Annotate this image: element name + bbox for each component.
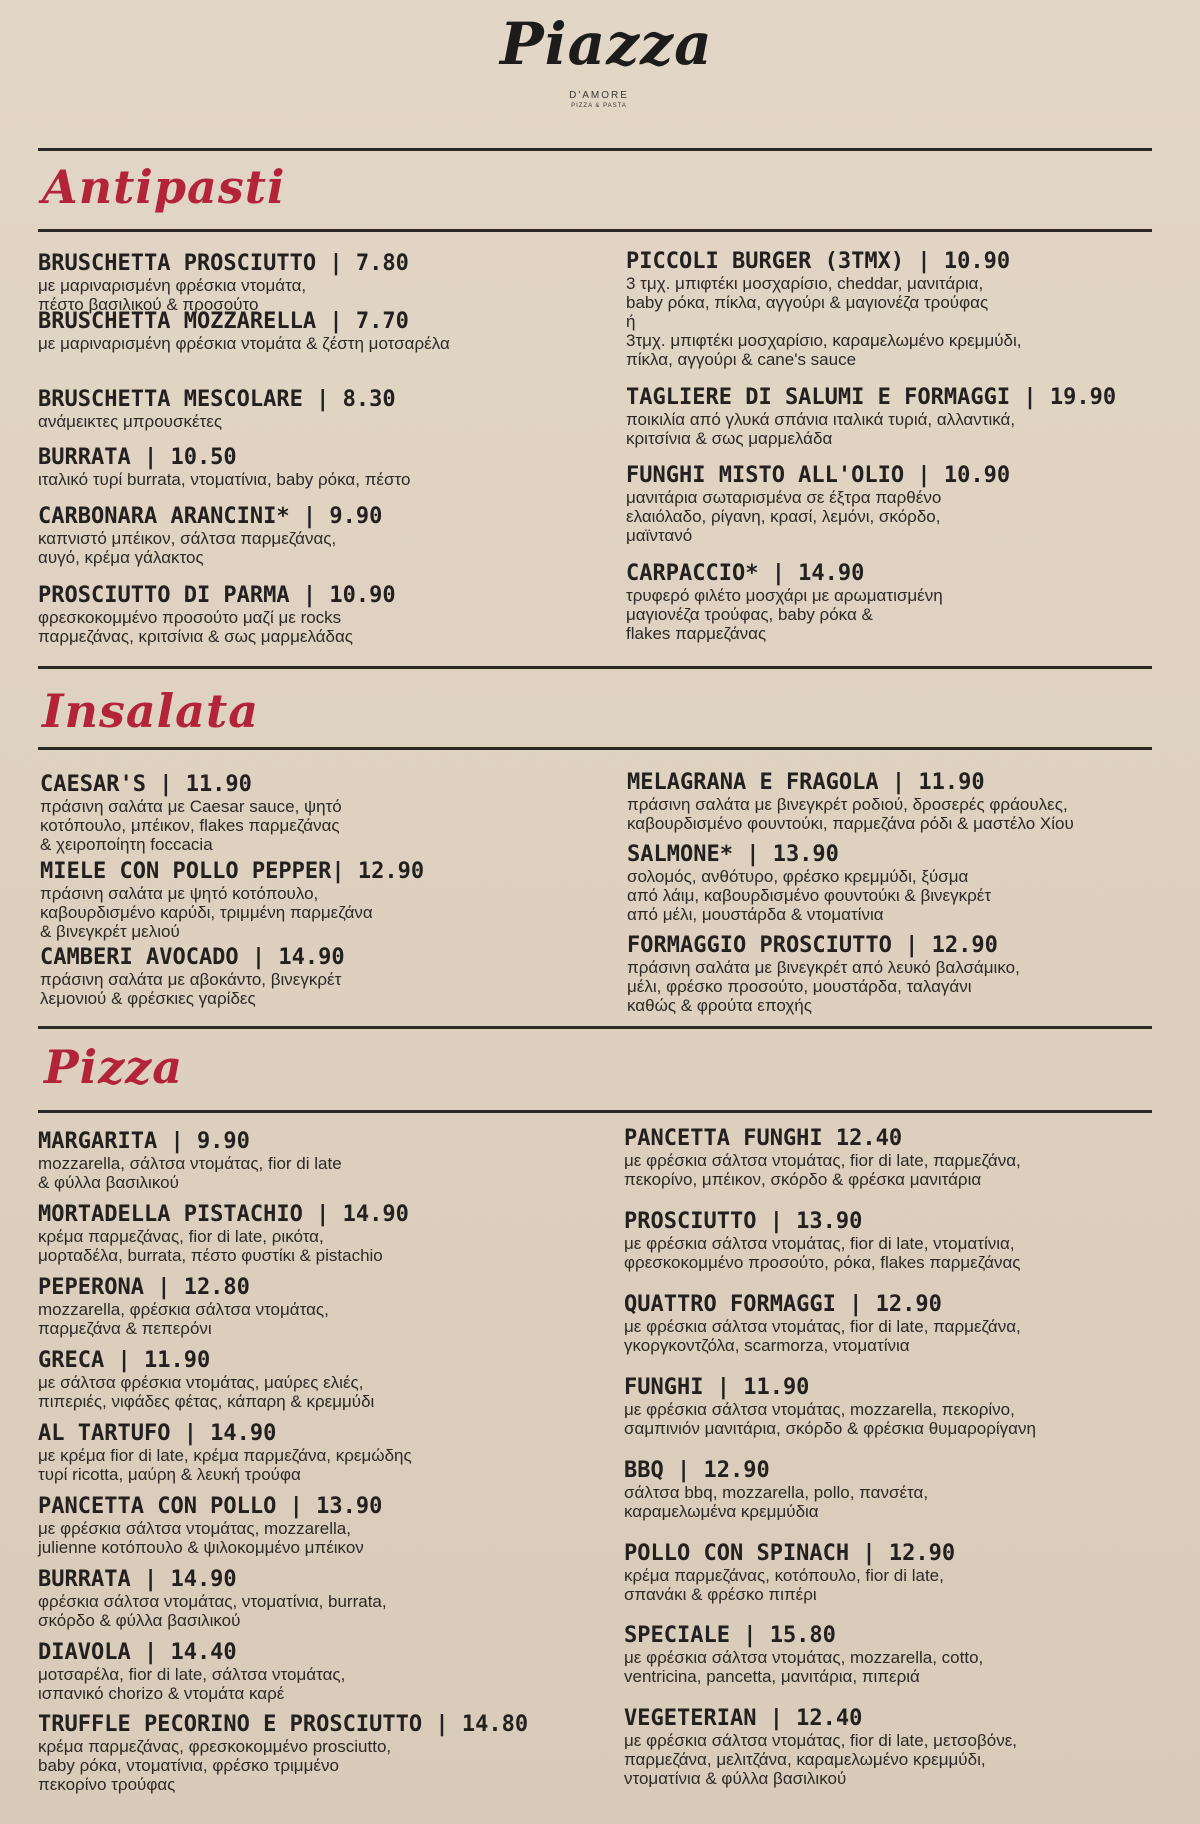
menu-item-title: BURRATA | 14.90 [38, 1567, 237, 1592]
divider-insalata [38, 747, 1152, 750]
menu-item [624, 1293, 1021, 1355]
menu-item-title: AL TARTUFO | 14.90 [38, 1421, 277, 1446]
menu-item-title: PANCETTA FUNGHI 12.40 [624, 1126, 903, 1151]
menu-item-title: BRUSCHETTA MESCOLARE | 8.30 [38, 387, 396, 412]
menu-item-description: flakes παρμεζάνας [626, 624, 767, 643]
logo-subtitle: D'AMORE [569, 90, 629, 101]
menu-item [38, 1130, 342, 1192]
menu-item-description: παρμεζάνα & πεπερόνι [38, 1319, 212, 1338]
menu-item-description: σκόρδο & φύλλα βασιλικού [38, 1611, 241, 1630]
menu-item-description: αυγό, κρέμα γάλακτος [38, 548, 204, 567]
menu-item-description: julienne κοτόπουλο & ψιλοκομμένο μπέικον [38, 1538, 364, 1557]
menu-item-description: καβουρδισμένο καρύδι, τριμμένη παρμεζάνα [40, 903, 373, 922]
menu-item-description: κρέμα παρμεζάνας, φρεσκοκομμένο prosciutto, [38, 1737, 392, 1756]
menu-item-title: FORMAGGIO PROSCIUTTO | 12.90 [627, 933, 998, 958]
menu-item-description: με φρέσκια σάλτσα ντομάτας, fior di late, παρμεζάνα, [624, 1151, 1021, 1170]
restaurant-logo [500, 4, 713, 114]
menu-item-description: καραμελωμένα κρεμμύδια [624, 1502, 819, 1521]
section-title-insalata: Insalata [42, 684, 259, 738]
menu-item-title: CARPACCIO* | 14.90 [626, 561, 865, 586]
menu-item [627, 934, 1020, 1015]
menu-item-title: TRUFFLE PECORINO E PROSCIUTTO | 14.80 [38, 1712, 529, 1737]
menu-item-title: BBQ | 12.90 [624, 1458, 770, 1483]
menu-item [624, 1459, 928, 1521]
menu-item-description: & βινεγκρέτ μελιού [40, 922, 180, 941]
menu-item-description: μοτσαρέλα, fior di late, σάλτσα ντομάτας, [38, 1665, 346, 1684]
menu-item-title: DIAVOLA | 14.40 [38, 1640, 237, 1665]
menu-item-description: από μέλι, μουστάρδα & ντοματίνια [627, 905, 884, 924]
menu-item-title: SPECIALE | 15.80 [624, 1623, 836, 1648]
menu-item-description: ή [626, 312, 636, 331]
menu-item [626, 386, 1116, 448]
menu-item-description: με σάλτσα φρέσκια ντομάτας, μαύρες ελιές, [38, 1373, 364, 1392]
menu-item-description: baby ρόκα, πίκλα, αγγούρι & μαγιονέζα τρούφας [626, 293, 989, 312]
menu-item-description: σάλτσα bbq, mozzarella, pollo, πανσέτα, [624, 1483, 929, 1502]
menu-item-description: πράσινη σαλάτα με βινεγκρέτ ροδιού, δροσερές φράουλες, [627, 795, 1068, 814]
menu-item-description: baby ρόκα, ντοματίνια, φρέσκο τριμμένο [38, 1756, 339, 1775]
divider-pizza [38, 1110, 1152, 1113]
menu-item-description: με φρέσκια σάλτσα ντομάτας, fior di late, μετσοβόνε, [624, 1731, 1018, 1750]
menu-item-description: παρμεζάνας, κριτσίνια & σως μαρμελάδας [38, 627, 353, 646]
menu-item-title: MELAGRANA E FRAGOLA | 11.90 [627, 770, 985, 795]
menu-item [38, 1276, 329, 1338]
menu-item-description: πέστο βασιλικού & προσούτο [38, 295, 259, 314]
menu-item-description: πράσινη σαλάτα με αβοκάντο, βινεγκρέτ [40, 970, 342, 989]
menu-item-description: μανιτάρια σωταρισμένα σε έξτρα παρθένο [626, 488, 942, 507]
menu-item [624, 1542, 955, 1604]
menu-item-title: POLLO CON SPINACH | 12.90 [624, 1541, 956, 1566]
menu-item-description: ισπανικό chorizo & ντομάτα καρέ [38, 1684, 285, 1703]
menu-item-description: mozzarella, σάλτσα ντομάτας, fior di late [38, 1154, 342, 1173]
menu-item-description: κρέμα παρμεζάνας, fior di late, ρικότα, [38, 1227, 324, 1246]
menu-item-description: φρέσκια σάλτσα ντομάτας, ντοματίνια, burrata, [38, 1592, 387, 1611]
menu-item [40, 860, 424, 941]
menu-item-title: SALMONE* | 13.90 [627, 842, 839, 867]
menu-item [40, 946, 345, 1008]
menu-item-title: PANCETTA CON POLLO | 13.90 [38, 1494, 383, 1519]
menu-item-description: μαγιονέζα τρούφας, baby ρόκα & [626, 605, 873, 624]
menu-item [624, 1376, 1036, 1438]
menu-item-title: TAGLIERE DI SALUMI E FORMAGGI | 19.90 [626, 385, 1117, 410]
menu-item-description: φρεσκοκομμένο προσούτο, ρόκα, flakes παρμεζάνας [624, 1253, 1021, 1272]
menu-item [38, 584, 396, 646]
menu-item [626, 562, 943, 643]
menu-item [38, 310, 450, 353]
menu-item-title: PEPERONA | 12.80 [38, 1275, 250, 1300]
menu-item-description: με φρέσκια σάλτσα ντομάτας, mozzarella, cotto, [624, 1648, 984, 1667]
menu-item-description: παρμεζάνα, μελιτζάνα, καραμελωμένο κρεμμύδι, [624, 1750, 986, 1769]
menu-item-description: πράσινη σαλάτα με Caesar sauce, ψητό [40, 797, 342, 816]
menu-item-title: MORTADELLA PISTACHIO | 14.90 [38, 1202, 409, 1227]
menu-item-description: τυρί ricotta, μαύρη & λευκή τρούφα [38, 1465, 301, 1484]
menu-item [38, 1422, 412, 1484]
menu-item-title: PROSCIUTTO DI PARMA | 10.90 [38, 583, 396, 608]
menu-item-description: από λάιμ, καβουρδισμένο φουντούκι & βινεγκρέτ [627, 886, 992, 905]
menu-item-title: MIELE CON POLLO PEPPER| 12.90 [40, 859, 425, 884]
menu-item-description: μέλι, φρέσκο προσούτο, μουστάρδα, ταλαγάνι [627, 977, 972, 996]
menu-item-title: VEGETERIAN | 12.40 [624, 1706, 863, 1731]
logo-tagline: PIZZA & PASTA [571, 103, 627, 109]
menu-item-description: πράσινη σαλάτα με ψητό κοτόπουλο, [40, 884, 319, 903]
menu-item [38, 1349, 374, 1411]
divider-top [38, 148, 1152, 151]
menu-item-title: BRUSCHETTA MOZZARELLA | 7.70 [38, 309, 409, 334]
menu-item [627, 771, 1074, 833]
menu-item-title: CAESAR'S | 11.90 [40, 772, 252, 797]
menu-item-title: PICCOLI BURGER (3TMX) | 10.90 [626, 249, 1011, 274]
menu-item-description: πιπεριές, νιφάδες φέτας, κάπαρη & κρεμμύδι [38, 1392, 375, 1411]
menu-item [40, 773, 342, 854]
logo-wordmark: Piazza [500, 10, 713, 78]
menu-item-title: QUATTRO FORMAGGI | 12.90 [624, 1292, 942, 1317]
menu-item-description: φρεσκοκομμένο προσούτο μαζί με rocks [38, 608, 342, 627]
menu-item [38, 446, 410, 489]
menu-item-description: σπανάκι & φρέσκο πιπέρι [624, 1585, 817, 1604]
menu-item-description: καθώς & φρούτα εποχής [627, 996, 812, 1015]
menu-item-description: 3 τμχ. μπιφτέκι μοσχαρίσιο, cheddar, μανιτάρια, [626, 274, 984, 293]
menu-item-description: καβουρδισμένο φουντούκι, παρμεζάνα ρόδι & μαστέλο Χίου [627, 814, 1074, 833]
menu-item-description: με φρέσκια σάλτσα ντομάτας, fior di late, ντοματίνια, [624, 1234, 1015, 1253]
menu-item-description: ανάμεικτες μπρουσκέτες [38, 412, 223, 431]
menu-item-title: CAMBERI AVOCADO | 14.90 [40, 945, 345, 970]
menu-item-description: πεκορίνο τρούφας [38, 1775, 176, 1794]
menu-item-description: με φρέσκια σάλτσα ντομάτας, mozzarella, [38, 1519, 351, 1538]
menu-item-description: με μαριναρισμένη φρέσκια ντομάτα, [38, 276, 307, 295]
menu-item [624, 1624, 983, 1686]
menu-item [38, 1203, 409, 1265]
menu-item [38, 1568, 387, 1630]
divider-pizza-top [38, 1026, 1152, 1029]
menu-item [38, 252, 409, 314]
menu-item-description: σολομός, ανθότυρο, φρέσκο κρεμμύδι, ξύσμα [627, 867, 969, 886]
divider-insalata-top [38, 666, 1152, 669]
divider-antipasti [38, 229, 1152, 232]
menu-item-title: PROSCIUTTO | 13.90 [624, 1209, 863, 1234]
menu-item [627, 843, 991, 924]
menu-item-description: πεκορίνο, μπέικον, σκόρδο & φρέσκα μανιτάρια [624, 1170, 982, 1189]
menu-item-description: πίκλα, αγγούρι & cane's sauce [626, 350, 857, 369]
menu-item-description: λεμονιού & φρέσκιες γαρίδες [40, 989, 256, 1008]
menu-item [624, 1127, 1021, 1189]
menu-item [38, 1495, 382, 1557]
menu-item-description: μαϊντανό [626, 526, 693, 545]
menu-item-description: mozzarella, φρέσκια σάλτσα ντομάτας, [38, 1300, 329, 1319]
menu-item-description: σαμπινιόν μανιτάρια, σκόρδο & φρέσκια θυμαρορίγανη [624, 1419, 1036, 1438]
section-title-pizza: Pizza [44, 1040, 184, 1094]
menu-item-description: μορταδέλα, burrata, πέστο φυστίκι & pistachio [38, 1246, 383, 1265]
menu-item-title: CARBONARA ARANCINI* | 9.90 [38, 504, 383, 529]
menu-item-description: πράσινη σαλάτα με βινεγκρέτ από λευκό βαλσάμικο, [627, 958, 1020, 977]
menu-item-description: καπνιστό μπέικον, σάλτσα παρμεζάνας, [38, 529, 337, 548]
menu-item-description: με κρέμα fior di late, κρέμα παρμεζάνα, κρεμώδης [38, 1446, 412, 1465]
menu-item-description: & φύλλα βασιλικού [38, 1173, 179, 1192]
menu-item-title: BURRATA | 10.50 [38, 445, 237, 470]
menu-item-description: & χειροποίητη foccacia [40, 835, 213, 854]
menu-item-title: FUNGHI | 11.90 [624, 1375, 810, 1400]
menu-item-description: με φρέσκια σάλτσα ντομάτας, fior di late, παρμεζάνα, [624, 1317, 1021, 1336]
menu-item-description: ventricina, pancetta, μανιτάρια, πιπεριά [624, 1667, 920, 1686]
menu-item-description: κρέμα παρμεζάνας, κοτόπουλο, fior di late, [624, 1566, 944, 1585]
menu-item-description: ιταλικό τυρί burrata, ντοματίνια, baby ρόκα, πέστο [38, 470, 411, 489]
menu-item-description: ντοματίνια & φύλλα βασιλικού [624, 1769, 847, 1788]
menu-item [38, 1641, 345, 1703]
menu-item-description: γκοργκοντζόλα, scarmorza, ντοματίνια [624, 1336, 910, 1355]
menu-item [38, 388, 396, 431]
menu-item-description: κοτόπουλο, μπέικον, flakes παρμεζάνας [40, 816, 340, 835]
menu-item-description: ελαιόλαδο, ρίγανη, κρασί, λεμόνι, σκόρδο, [626, 507, 941, 526]
menu-item-description: 3τμχ. μπιφτέκι μοσχαρίσιο, καραμελωμένο κρεμμύδι, [626, 331, 1022, 350]
menu-item-description: ποικιλία από γλυκά σπάνια ιταλικά τυριά, αλλαντικά, [626, 410, 1016, 429]
menu-item-title: BRUSCHETTA PROSCIUTTO | 7.80 [38, 251, 409, 276]
menu-item [626, 250, 1022, 369]
menu-item-description: με μαριναρισμένη φρέσκια ντομάτα & ζέστη μοτσαρέλα [38, 334, 450, 353]
menu-item [38, 1713, 528, 1794]
menu-item-description: τρυφερό φιλέτο μοσχάρι με αρωματισμένη [626, 586, 943, 605]
menu-item [624, 1210, 1020, 1272]
menu-item [624, 1707, 1017, 1788]
menu-item [626, 464, 1010, 545]
menu-item [38, 505, 382, 567]
menu-item-title: MARGARITA | 9.90 [38, 1129, 250, 1154]
menu-item-title: GRECA | 11.90 [38, 1348, 211, 1373]
section-title-antipasti: Antipasti [42, 160, 286, 214]
menu-item-title: FUNGHI MISTO ALL'OLIO | 10.90 [626, 463, 1011, 488]
menu-item-description: με φρέσκια σάλτσα ντομάτας, mozzarella, πεκορίνο, [624, 1400, 1015, 1419]
menu-item-description: κριτσίνια & σως μαρμελάδα [626, 429, 833, 448]
